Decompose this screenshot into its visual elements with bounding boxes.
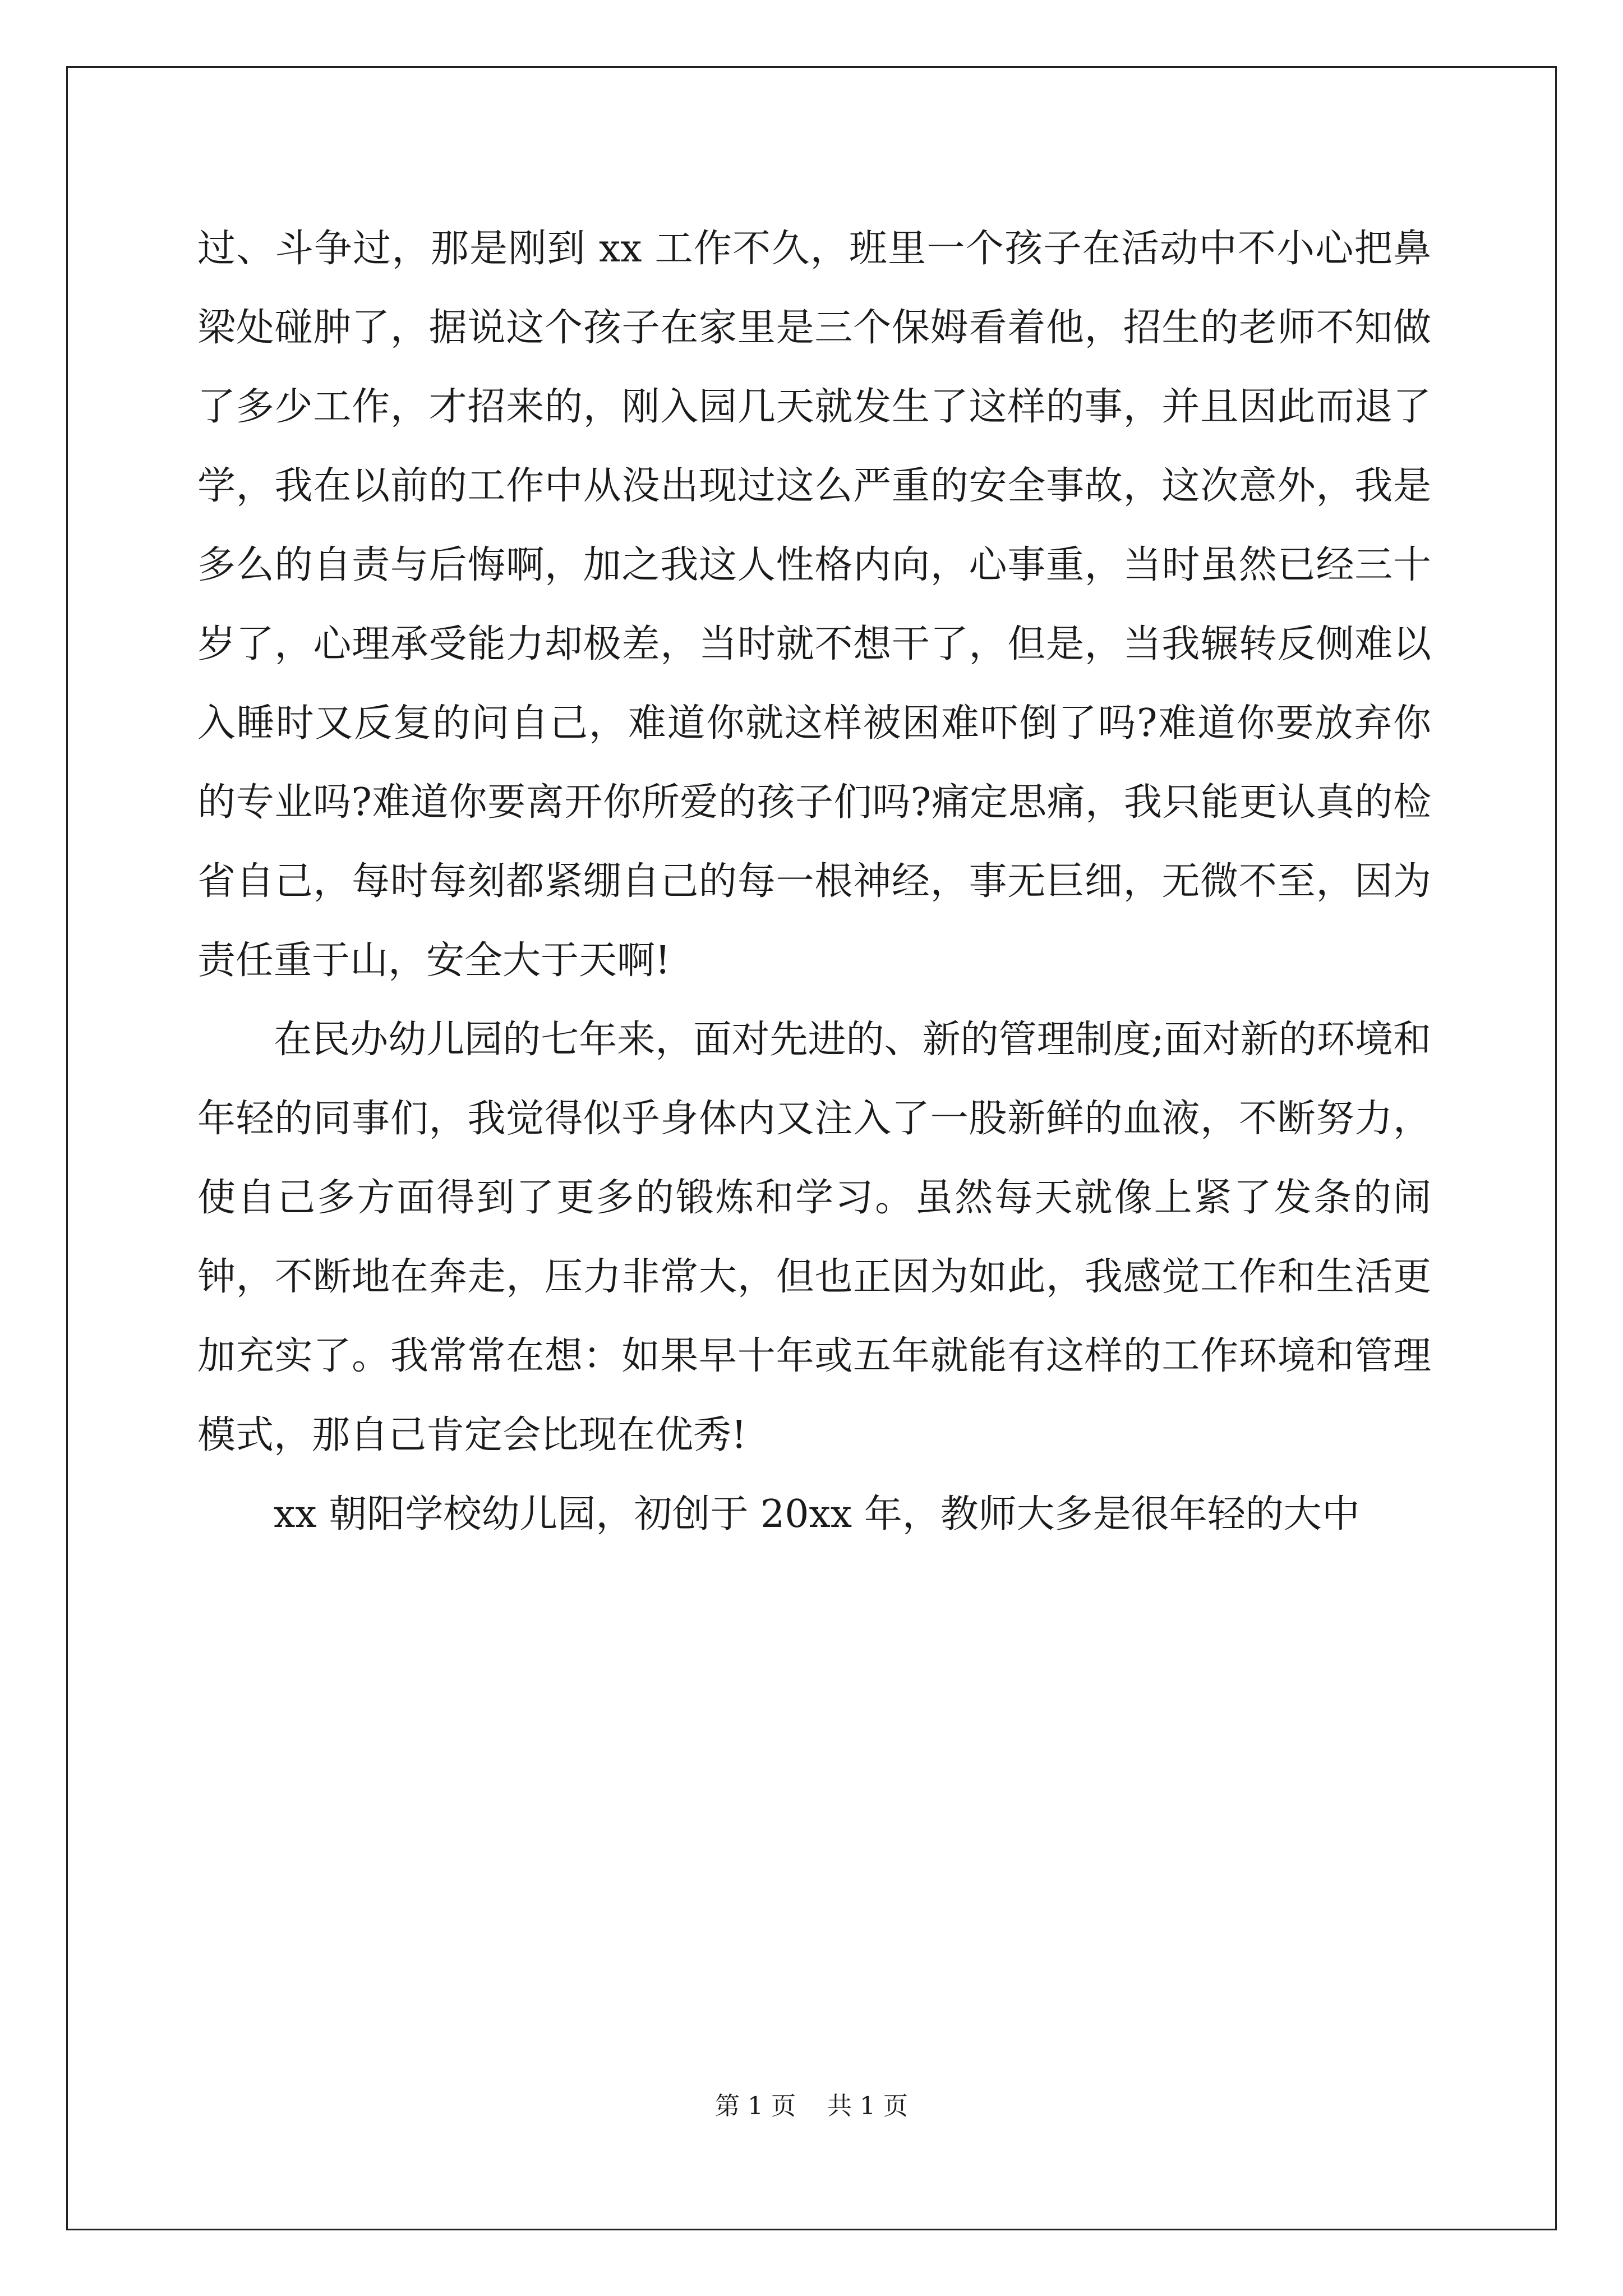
document-body (197, 209, 1431, 1554)
paragraph-3: xx 朝阳学校幼儿园，初创于 20xx 年，教师大多是很年轻的大中 (274, 1492, 1360, 1536)
paragraph-2: 在民办幼儿园的七年来，面对先进的、新的管理制度;面对新的环境和年轻的同事们，我觉得似乎身体内又注入了一股新鲜的血液，不断努力，使自己多方面得到了更多的锻炼和学习。虽然每天就像上紧了发条的闹钟，不断地在奔走，压力非常大，但也正因为如此，我感觉工作和生活更加充实了。我常常在想：如果早十年或五年就能有这样的工作环境和管理模式，那自己肯定会比现在优秀! (197, 1018, 1431, 1457)
paragraph-1: 过、斗争过，那是刚到 xx 工作不久，班里一个孩子在活动中不小心把鼻梁处碰肿了，据说这个孩子在家里是三个保姆看着他，招生的老师不知做了多少工作，才招来的，刚入园几天就发生了这样的事，并且因此而退了学，我在以前的工作中从没出现过这么严重的安全事故，这次意外，我是多么的自责与后悔啊，加之我这人性格内向，心事重，当时虽然已经三十岁了，心理承受能力却极差，当时就不想干了，但是，当我辗转反侧难以入睡时又反复的问自己，难道你就这样被困难吓倒了吗?难道你要放弃你的专业吗?难道你要离开你所爱的孩子们吗?痛定思痛，我只能更认真的检省自己，每时每刻都紧绷自己的每一根神经，事无巨细，无微不至，因为责任重于山，安全大于天啊! (197, 227, 1431, 983)
page-footer: 第 1 页 共 1 页 (715, 2092, 908, 2120)
